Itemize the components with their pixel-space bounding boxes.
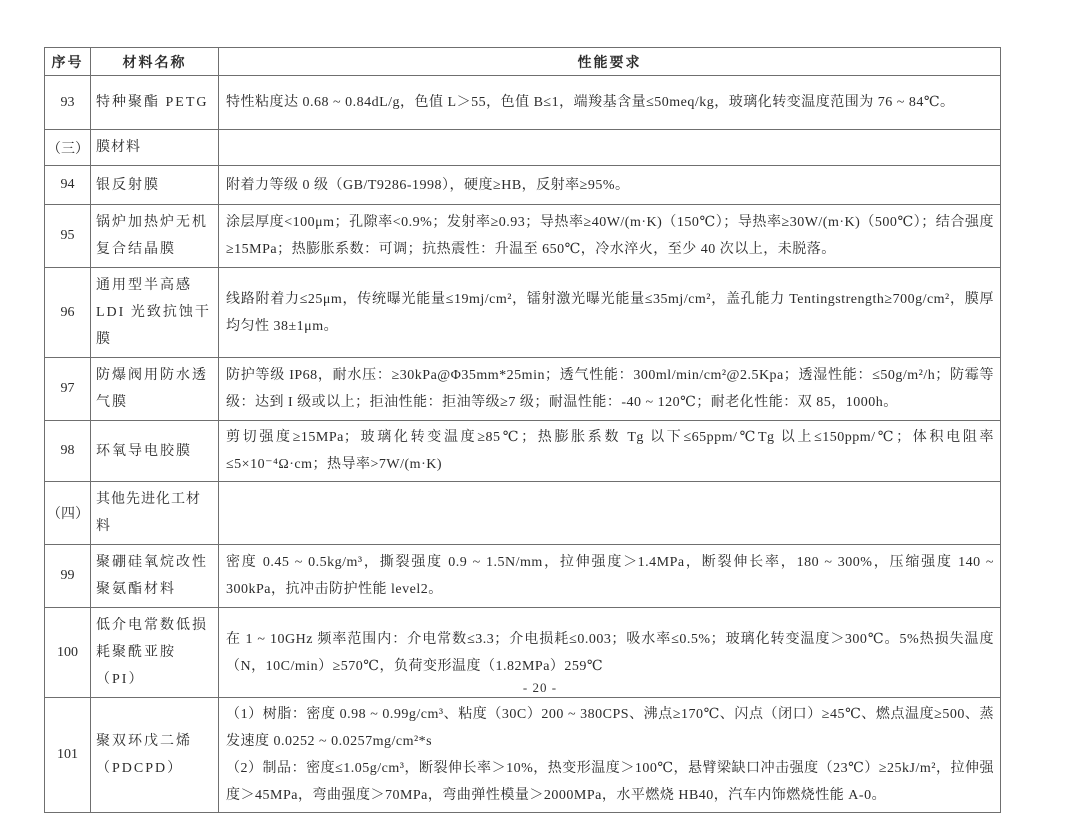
row-serial-number: 93	[45, 76, 91, 130]
row-performance-requirements	[219, 421, 1001, 482]
requirement-paragraph: 线路附着力≤25μm，传统曝光能量≤19mj/cm²，镭射激光曝光能量≤35mj/cm²，盖孔能力 Tentingstrength≥700g/cm²，膜厚均匀性 38±1μm。	[226, 291, 994, 334]
row-performance-requirements	[219, 698, 1001, 813]
table-row	[45, 698, 1001, 813]
table-row	[45, 358, 1001, 421]
row-serial-number: 96	[45, 268, 91, 358]
requirement-paragraph: （2）制品：密度≤1.05g/cm³，断裂伸长率＞10%，热变形温度＞100℃，悬臂梁缺口冲击强度（23℃）≥25kJ/m²，拉伸强度＞45MPa，弯曲强度＞70MPa，弯曲弹性模量＞2000MPa，水平燃烧 HB40，汽车内饰燃烧性能 A-0。	[226, 761, 994, 803]
row-performance-requirements	[219, 268, 1001, 358]
table-row	[45, 76, 1001, 130]
row-material-name: 其他先进化工材料	[91, 482, 219, 545]
table-row	[45, 545, 1001, 608]
row-performance-requirements	[219, 545, 1001, 608]
requirement-paragraph: 剪切强度≥15MPa；玻璃化转变温度≥85℃；热膨胀系数 Tg 以下≤65ppm/℃Tg 以上≤150ppm/℃；体积电阻率≤5×10⁻⁴Ω·cm；热导率>7W/(m·K)	[226, 430, 994, 472]
requirement-paragraph: 特性粘度达 0.68 ~ 0.84dL/g，色值 L＞55，色值 B≤1，端羧基含量≤50meq/kg，玻璃化转变温度范围为 76 ~ 84℃。	[226, 95, 955, 110]
row-serial-number: 100	[45, 608, 91, 698]
row-material-name: 特种聚酯 PETG	[91, 76, 219, 130]
header-material-name: 材料名称	[91, 48, 219, 76]
row-serial-number: （三）	[45, 130, 91, 166]
row-material-name: 膜材料	[91, 130, 219, 166]
table-header-row	[45, 48, 1001, 76]
table-row	[45, 166, 1001, 205]
row-performance-requirements	[219, 130, 1001, 166]
row-serial-number: 94	[45, 166, 91, 205]
row-performance-requirements	[219, 482, 1001, 545]
table-row	[45, 268, 1001, 358]
row-material-name: 通用型半高感 LDI 光致抗蚀干膜	[91, 268, 219, 358]
row-material-name: 聚硼硅氧烷改性聚氨酯材料	[91, 545, 219, 608]
row-performance-requirements	[219, 358, 1001, 421]
row-serial-number: 98	[45, 421, 91, 482]
row-serial-number: （四）	[45, 482, 91, 545]
row-serial-number: 97	[45, 358, 91, 421]
header-serial-number: 序号	[45, 48, 91, 76]
row-material-name: 防爆阀用防水透气膜	[91, 358, 219, 421]
header-performance-requirements: 性能要求	[219, 48, 1001, 76]
row-material-name: 锅炉加热炉无机复合结晶膜	[91, 205, 219, 268]
row-performance-requirements	[219, 166, 1001, 205]
row-material-name: 环氧导电胶膜	[91, 421, 219, 482]
table-row	[45, 205, 1001, 268]
row-serial-number: 95	[45, 205, 91, 268]
row-performance-requirements	[219, 76, 1001, 130]
row-performance-requirements	[219, 205, 1001, 268]
row-serial-number: 99	[45, 545, 91, 608]
table-row	[45, 482, 1001, 545]
requirement-paragraph: 防护等级 IP68，耐水压：≥30kPa@Φ35mm*25min；透气性能：300ml/min/cm²@2.5Kpa；透湿性能：≤50g/m²/h；防霉等级：达到 I 级或以上；拒油性能：拒油等级≥7 级；耐温性能：-40 ~ 120℃；耐老化性能：双 85，1000h。	[226, 368, 994, 410]
table-row	[45, 421, 1001, 482]
requirement-paragraph: （1）树脂：密度 0.98 ~ 0.99g/cm³、粘度（30C）200 ~ 380CPS、沸点≥170℃、闪点（闭口）≥45℃、燃点温度≥500、蒸发速度 0.0252 ~ 0.0257mg/cm²*s	[226, 707, 994, 749]
requirement-paragraph: 涂层厚度<100μm；孔隙率<0.9%；发射率≥0.93；导热率≥40W/(m·K)（150℃）；导热率≥30W/(m·K)（500℃）；结合强度≥15MPa；热膨胀系数：可调；抗热震性：升温至 650℃，冷水淬火，至少 40 次以上，未脱落。	[226, 215, 994, 257]
requirement-paragraph: 密度 0.45 ~ 0.5kg/m³，撕裂强度 0.9 ~ 1.5N/mm，拉伸强度＞1.4MPa，断裂伸长率，180 ~ 300%，压缩强度 140 ~ 300kPa，抗冲击防护性能 level2。	[226, 555, 994, 597]
row-material-name: 聚双环戊二烯（PDCPD）	[91, 698, 219, 813]
page-number: - 20 -	[522, 680, 558, 695]
row-material-name: 银反射膜	[91, 166, 219, 205]
row-material-name: 低介电常数低损耗聚酰亚胺（PI）	[91, 608, 219, 698]
requirement-paragraph: 在 1 ~ 10GHz 频率范围内：介电常数≤3.3；介电损耗≤0.003；吸水率≤0.5%；玻璃化转变温度＞300℃。5%热损失温度（N，10C/min）≥570℃，负荷变形温度（1.82MPa）259℃	[226, 631, 994, 674]
row-serial-number: 101	[45, 698, 91, 813]
table-body	[45, 76, 1001, 813]
materials-table	[44, 47, 1001, 813]
table-row	[45, 130, 1001, 166]
requirement-paragraph: 附着力等级 0 级（GB/T9286-1998），硬度≥HB，反射率≥95%。	[226, 177, 630, 193]
